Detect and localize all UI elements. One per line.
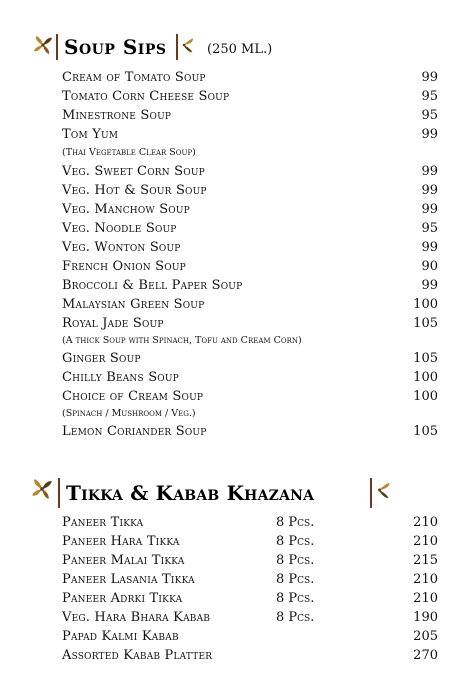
item-name: Lemon Coriander Soup [62, 424, 207, 439]
item-pieces: 8 Pcs. [276, 610, 315, 625]
item-name: Veg. Sweet Corn Soup [62, 164, 205, 179]
menu-item [0, 108, 473, 126]
menu-item [0, 240, 473, 258]
item-note-row [0, 147, 473, 165]
menu-item [0, 259, 473, 277]
item-name: Ginger Soup [62, 351, 141, 366]
section-title: Tikka & Kabab Khazana [66, 481, 315, 505]
item-price: 105 [413, 351, 438, 366]
item-name: Broccoli & Bell Paper Soup [62, 278, 243, 293]
item-note: (A thick Soup with Spinach, Tofu and Cream Corn) [62, 335, 302, 346]
item-name: Paneer Lasania Tikka [62, 572, 195, 587]
item-name: Minestrone Soup [62, 108, 172, 123]
item-price: 210 [413, 591, 438, 606]
menu-item [0, 610, 473, 628]
floral-ornament-icon [375, 478, 395, 502]
item-name: Paneer Adrki Tikka [62, 591, 183, 606]
menu-item [0, 127, 473, 145]
item-name: Chilly Beans Soup [62, 370, 179, 385]
menu-item [0, 183, 473, 201]
floral-ornament-icon [30, 476, 54, 502]
item-price: 99 [421, 278, 438, 293]
header-divider [56, 34, 58, 60]
item-price: 99 [421, 202, 438, 217]
item-price: 95 [421, 221, 438, 236]
serving-size: (250 ML.) [207, 42, 273, 57]
floral-ornament-icon [180, 34, 198, 56]
menu-item [0, 164, 473, 182]
menu-item [0, 389, 473, 407]
menu-item [0, 591, 473, 609]
item-price: 99 [421, 127, 438, 142]
menu-item [0, 351, 473, 369]
menu-item [0, 424, 473, 442]
menu-item [0, 202, 473, 220]
kabab-section-header [0, 474, 473, 514]
menu-item [0, 515, 473, 533]
item-name: Veg. Manchow Soup [62, 202, 190, 217]
item-pieces: 8 Pcs. [276, 553, 315, 568]
menu-item [0, 572, 473, 590]
item-price: 90 [421, 259, 438, 274]
item-name: Tom Yum [62, 127, 119, 142]
item-pieces: 8 Pcs. [276, 515, 315, 530]
menu-item [0, 278, 473, 296]
item-pieces: 8 Pcs. [276, 572, 315, 587]
item-name: Choice of Cream Soup [62, 389, 204, 404]
menu-item [0, 297, 473, 315]
item-name: French Onion Soup [62, 259, 186, 274]
item-name: Veg. Wonton Soup [62, 240, 181, 255]
item-name: Veg. Hot & Sour Soup [62, 183, 207, 198]
menu-item [0, 629, 473, 647]
item-name: Malaysian Green Soup [62, 297, 205, 312]
item-name: Veg. Hara Bhara Kabab [62, 610, 211, 625]
menu-item [0, 221, 473, 239]
item-price: 105 [413, 316, 438, 331]
item-name: Veg. Noodle Soup [62, 221, 177, 236]
item-price: 100 [413, 297, 438, 312]
item-price: 210 [413, 572, 438, 587]
menu-item [0, 70, 473, 88]
item-name: Paneer Malai Tikka [62, 553, 185, 568]
item-price: 105 [413, 424, 438, 439]
item-name: Cream of Tomato Soup [62, 70, 206, 85]
item-price: 99 [421, 240, 438, 255]
header-divider [370, 478, 372, 508]
item-price: 100 [413, 370, 438, 385]
item-price: 190 [413, 610, 438, 625]
item-price: 99 [421, 70, 438, 85]
menu-item [0, 89, 473, 107]
item-price: 270 [413, 648, 438, 663]
item-name: Paneer Hara Tikka [62, 534, 180, 549]
item-price: 205 [413, 629, 438, 644]
header-divider [176, 34, 178, 60]
header-divider [58, 478, 60, 508]
item-price: 210 [413, 515, 438, 530]
menu-item [0, 316, 473, 334]
item-name: Tomato Corn Cheese Soup [62, 89, 230, 104]
item-name: Papad Kalmi Kabab [62, 629, 179, 644]
item-price: 99 [421, 164, 438, 179]
item-price: 99 [421, 183, 438, 198]
menu-item [0, 648, 473, 666]
item-price: 95 [421, 89, 438, 104]
item-price: 95 [421, 108, 438, 123]
item-price: 215 [413, 553, 438, 568]
item-pieces: 8 Pcs. [276, 534, 315, 549]
item-note: (Spinach / Mushroom / Veg.) [62, 408, 196, 419]
item-price: 100 [413, 389, 438, 404]
item-note: (Thai Vegetable Clear Soup) [62, 147, 196, 158]
item-pieces: 8 Pcs. [276, 591, 315, 606]
item-name: Paneer Tikka [62, 515, 144, 530]
menu-item [0, 370, 473, 388]
menu-item [0, 553, 473, 571]
item-name: Assorted Kabab Platter [62, 648, 213, 663]
item-price: 210 [413, 534, 438, 549]
floral-ornament-icon [32, 34, 54, 56]
menu-item [0, 534, 473, 552]
section-title: Soup Sips [64, 35, 167, 59]
soup-section-header [0, 30, 473, 70]
item-name: Royal Jade Soup [62, 316, 164, 331]
